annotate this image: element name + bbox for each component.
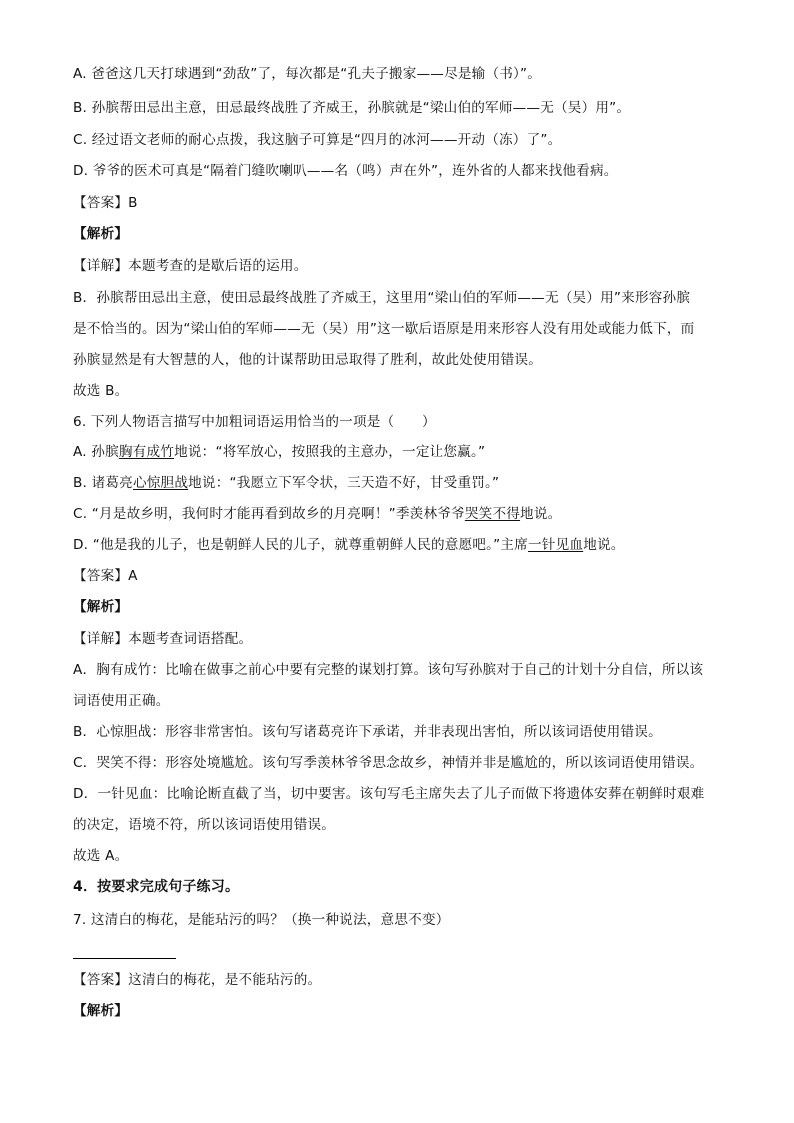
q6-explanation-d-line-2: 的决定，语境不符，所以该词语使用错误。 <box>73 817 336 833</box>
q5-explanation-line-2: 是不恰当的。因为“梁山伯的军师——无（吴）用”这一歇后语原是用来形容人没有用处或能力低下，而 <box>73 321 695 337</box>
q6-option-d-suffix: 地说。 <box>583 537 625 553</box>
q5-option-a: A. 爸爸这几天打球遇到“劲敌”了，每次都是“孔夫子搬家——尽是输（书）”。 <box>73 66 542 82</box>
q7-stem: 7. 这清白的梅花，是能玷污的吗？（换一种说法，意思不变） <box>73 912 450 928</box>
q6-option-c <box>73 504 724 524</box>
q6-conclusion: 故选 A。 <box>73 848 129 864</box>
q6-explanation-b: B．心惊胆战：形容非常害怕。该句写诸葛亮许下承诺，并非表现出害怕，所以该词语使用错误。 <box>73 724 662 740</box>
q5-explanation-line-1: B．孙膑帮田忌出主意，使田忌最终战胜了齐威王，这里用“梁山伯的军师——无（吴）用”来形容孙膑 <box>73 290 691 306</box>
q6-option-c-word: 哭笑不得 <box>464 506 521 522</box>
q6-analysis-label: 【解析】 <box>73 599 129 615</box>
q6-answer: 【答案】A <box>73 568 138 584</box>
q5-option-b: B. 孙膑帮田忌出主意，田忌最终战胜了齐威王，孙膑就是“梁山伯的军师——无（吴）用”。 <box>73 100 631 116</box>
q5-conclusion: 故选 B。 <box>73 383 129 399</box>
q6-option-a <box>73 442 724 462</box>
q6-option-a-suffix: 地说：“将军放心，按照我的主意办，一定让您赢。” <box>174 444 486 460</box>
q6-option-c-suffix: 地说。 <box>520 506 562 522</box>
q6-detail: 【详解】本题考查词语搭配。 <box>73 631 253 647</box>
q6-option-d <box>73 535 724 555</box>
q5-answer: 【答案】B <box>73 195 138 211</box>
answer-blank-line <box>73 958 176 959</box>
q6-option-d-prefix: D. “他是我的儿子，也是朝鲜人民的儿子，就尊重朝鲜人民的意愿吧。”主席 <box>73 537 528 553</box>
q6-explanation-a-line-1: A．胸有成竹：比喻在做事之前心中要有完整的谋划打算。该句写孙膑对于自己的计划十分自信，所以该 <box>73 662 704 678</box>
q6-option-a-word: 胸有成竹 <box>118 444 175 460</box>
q5-analysis-label: 【解析】 <box>73 226 129 242</box>
section-4-heading: 4．按要求完成句子练习。 <box>73 879 240 895</box>
q6-stem: 6. 下列人物语言描写中加粗词语运用恰当的一项是（ ） <box>73 414 436 430</box>
q7-answer: 【答案】这清白的梅花，是不能玷污的。 <box>73 972 322 988</box>
q5-option-d: D. 爷爷的医术可真是“隔着门缝吹喇叭——名（鸣）声在外”，连外省的人都来找他看病。 <box>73 163 618 179</box>
q6-explanation-a-line-2: 词语使用正确。 <box>73 693 170 709</box>
q5-detail: 【详解】本题考查的是歇后语的运用。 <box>73 258 308 274</box>
q7-analysis-label: 【解析】 <box>73 1003 129 1019</box>
q6-option-b-word: 心惊胆战 <box>132 475 189 491</box>
q6-option-d-word: 一针见血 <box>528 537 584 553</box>
q6-option-b-prefix: B. 诸葛亮 <box>73 475 133 491</box>
q6-option-c-prefix: C. “月是故乡明，我何时才能再看到故乡的月亮啊！”季羡林爷爷 <box>73 506 465 522</box>
q6-explanation-d-line-1: D．一针见血：比喻论断直截了当，切中要害。该句写毛主席失去了儿子而做下将遗体安葬在朝鲜时艰难 <box>73 786 705 802</box>
q6-explanation-c: C．哭笑不得：形容处境尴尬。该句写季羡林爷爷思念故乡，神情并非是尴尬的，所以该词语使用错误。 <box>73 755 704 771</box>
q6-option-b-suffix: 地说：“我愿立下军令状，三天造不好，甘受重罚。” <box>188 475 500 491</box>
q6-option-a-prefix: A. 孙膑 <box>73 444 119 460</box>
q5-explanation-line-3: 孙膑显然是有大智慧的人，他的计谋帮助田忌取得了胜利，故此处使用错误。 <box>73 352 542 368</box>
q6-option-b <box>73 473 724 493</box>
q5-option-c: C. 经过语文老师的耐心点拨，我这脑子可算是“四月的冰河——开动（冻）了”。 <box>73 132 562 148</box>
